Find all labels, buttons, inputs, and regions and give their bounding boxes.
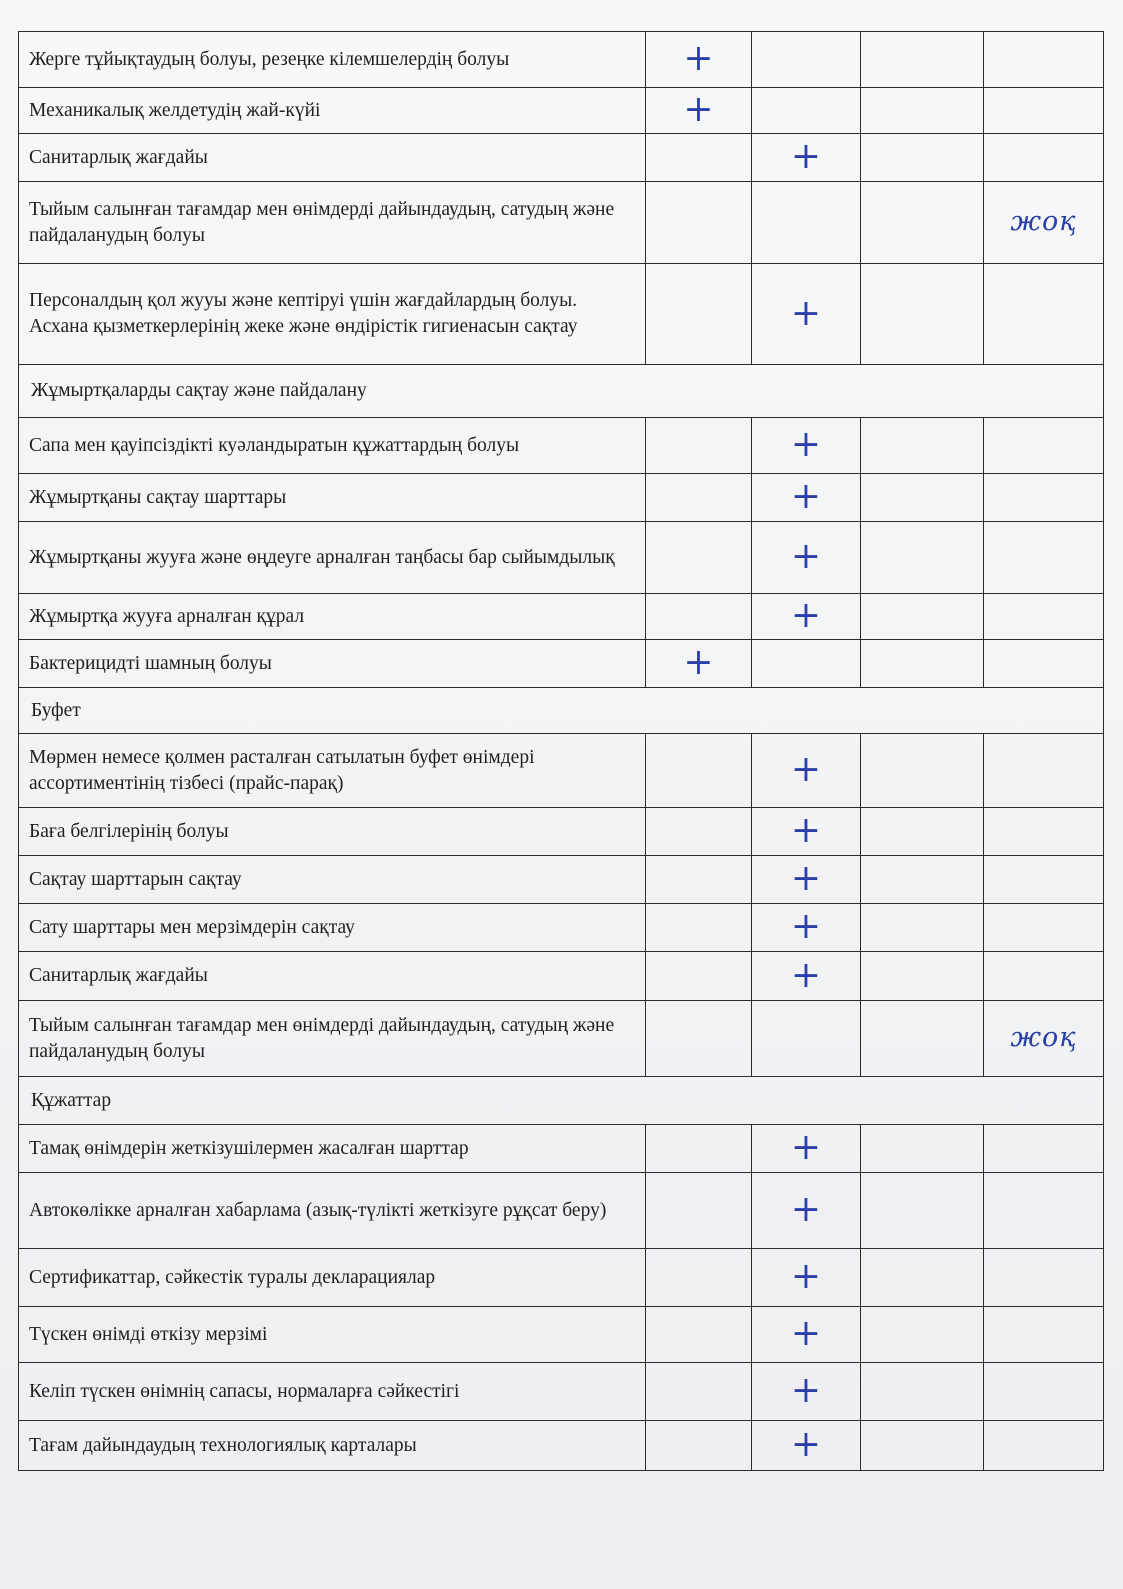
mark-cell-col-3 bbox=[861, 522, 984, 594]
criterion-text: Сапа мен қауіпсіздікті куәландыратын құжаттардың болуы bbox=[19, 418, 646, 474]
mark-cell-col-1 bbox=[646, 1173, 752, 1249]
mark-cell-col-4 bbox=[984, 1249, 1104, 1307]
mark-cell-col-2 bbox=[752, 594, 861, 640]
mark-cell-col-4 bbox=[984, 1307, 1104, 1363]
handwritten-plus-mark: + bbox=[790, 749, 822, 790]
mark-cell-col-2 bbox=[752, 474, 861, 522]
mark-cell-col-1 bbox=[646, 418, 752, 474]
criterion-text: Персоналдың қол жууы және кептіруі үшін жағдайлардың болуы. Асхана қызметкерлерінің жеке және өндірістік гигиенасын сақтау bbox=[19, 264, 646, 365]
checklist-row bbox=[19, 1307, 1104, 1363]
mark-cell-col-1 bbox=[646, 1249, 752, 1307]
handwritten-plus-mark: + bbox=[790, 810, 822, 851]
checklist-row bbox=[19, 418, 1104, 474]
mark-cell-col-4 bbox=[984, 522, 1104, 594]
checklist-row bbox=[19, 808, 1104, 856]
criterion-text: Тамақ өнімдерін жеткізушілермен жасалған шарттар bbox=[19, 1125, 646, 1173]
section-title: Буфет bbox=[19, 688, 1104, 734]
handwritten-plus-mark: + bbox=[683, 38, 714, 79]
mark-cell-col-2 bbox=[752, 1125, 861, 1173]
mark-cell-col-3 bbox=[861, 134, 984, 182]
checklist-row bbox=[19, 1001, 1104, 1077]
mark-cell-col-3 bbox=[861, 952, 984, 1001]
mark-cell-col-3 bbox=[861, 418, 984, 474]
mark-cell-col-3 bbox=[861, 182, 984, 264]
checklist-row bbox=[19, 88, 1104, 134]
mark-cell-col-2 bbox=[752, 264, 861, 365]
mark-cell-col-3 bbox=[861, 1363, 984, 1421]
handwritten-plus-mark: + bbox=[790, 1189, 822, 1230]
mark-cell-col-3 bbox=[861, 1001, 984, 1077]
checklist-row bbox=[19, 1125, 1104, 1173]
section-header-row bbox=[19, 365, 1104, 418]
mark-cell-col-4 bbox=[984, 904, 1104, 952]
mark-cell-col-3 bbox=[861, 640, 984, 688]
mark-cell-col-4 bbox=[984, 1173, 1104, 1249]
handwritten-plus-mark: + bbox=[790, 906, 822, 947]
mark-cell-col-4 bbox=[984, 1125, 1104, 1173]
mark-cell-col-4 bbox=[984, 640, 1104, 688]
checklist-row bbox=[19, 32, 1104, 88]
mark-cell-col-3 bbox=[861, 1307, 984, 1363]
handwritten-plus-mark: + bbox=[790, 292, 822, 334]
checklist-row bbox=[19, 904, 1104, 952]
handwritten-plus-mark: + bbox=[790, 1127, 822, 1168]
handwritten-plus-mark: + bbox=[790, 858, 822, 899]
mark-cell-col-2 bbox=[752, 418, 861, 474]
mark-cell-col-1 bbox=[646, 952, 752, 1001]
criterion-text: Жұмыртқа жууға арналған құрал bbox=[19, 594, 646, 640]
checklist-row bbox=[19, 264, 1104, 365]
mark-cell-col-1 bbox=[646, 1001, 752, 1077]
checklist-row bbox=[19, 594, 1104, 640]
mark-cell-col-1 bbox=[646, 88, 752, 134]
mark-cell-col-3 bbox=[861, 32, 984, 88]
mark-cell-col-4 bbox=[984, 952, 1104, 1001]
criterion-text: Тағам дайындаудың технологиялық карталары bbox=[19, 1421, 646, 1471]
mark-cell-col-4 bbox=[984, 474, 1104, 522]
criterion-text: Сату шарттары мен мерзімдерін сақтау bbox=[19, 904, 646, 952]
criterion-text: Түскен өнімді өткізу мерзімі bbox=[19, 1307, 646, 1363]
mark-cell-col-1 bbox=[646, 522, 752, 594]
checklist-row bbox=[19, 1173, 1104, 1249]
criterion-text: Бактерицидті шамның болуы bbox=[19, 640, 646, 688]
mark-cell-col-2 bbox=[752, 1363, 861, 1421]
section-title: Жұмыртқаларды сақтау және пайдалану bbox=[19, 365, 1104, 418]
criterion-text: Жерге тұйықтаудың болуы, резеңке кілемшелердің болуы bbox=[19, 32, 646, 88]
criterion-text: Келіп түскен өнімнің сапасы, нормаларға сәйкестігі bbox=[19, 1363, 646, 1421]
criterion-text: Санитарлық жағдайы bbox=[19, 952, 646, 1001]
mark-cell-col-4 bbox=[984, 134, 1104, 182]
mark-cell-col-1 bbox=[646, 808, 752, 856]
mark-cell-col-4 bbox=[984, 1363, 1104, 1421]
handwritten-plus-mark: + bbox=[790, 536, 822, 577]
checklist-row bbox=[19, 734, 1104, 808]
mark-cell-col-3 bbox=[861, 1125, 984, 1173]
checklist-row bbox=[19, 134, 1104, 182]
mark-cell-col-1 bbox=[646, 1307, 752, 1363]
handwritten-plus-mark: + bbox=[790, 954, 822, 996]
mark-cell-col-2 bbox=[752, 1307, 861, 1363]
mark-cell-col-3 bbox=[861, 1173, 984, 1249]
handwritten-plus-mark: + bbox=[790, 424, 822, 465]
mark-cell-col-4 bbox=[984, 1421, 1104, 1471]
mark-cell-col-1 bbox=[646, 640, 752, 688]
criterion-text: Мөрмен немесе қолмен расталған сатылатын буфет өнімдері ассортиментінің тізбесі (прайс-парақ) bbox=[19, 734, 646, 808]
mark-cell-col-4 bbox=[984, 182, 1104, 264]
handwritten-plus-mark: + bbox=[790, 1313, 822, 1354]
mark-cell-col-4 bbox=[984, 264, 1104, 365]
checklist-row bbox=[19, 1421, 1104, 1471]
checklist-row bbox=[19, 952, 1104, 1001]
mark-cell-col-4 bbox=[984, 856, 1104, 904]
criterion-text: Сертификаттар, сәйкестік туралы декларациялар bbox=[19, 1249, 646, 1307]
mark-cell-col-1 bbox=[646, 182, 752, 264]
mark-cell-col-2 bbox=[752, 904, 861, 952]
mark-cell-col-3 bbox=[861, 474, 984, 522]
mark-cell-col-1 bbox=[646, 134, 752, 182]
checklist-row bbox=[19, 856, 1104, 904]
handwritten-plus-mark: + bbox=[790, 476, 822, 517]
mark-cell-col-2 bbox=[752, 1421, 861, 1471]
mark-cell-col-2 bbox=[752, 1173, 861, 1249]
mark-cell-col-1 bbox=[646, 32, 752, 88]
criterion-text: Жұмыртқаны сақтау шарттары bbox=[19, 474, 646, 522]
criterion-text: Автокөлікке арналған хабарлама (азық-түлікті жеткізуге рұқсат беру) bbox=[19, 1173, 646, 1249]
mark-cell-col-2 bbox=[752, 808, 861, 856]
mark-cell-col-2 bbox=[752, 32, 861, 88]
mark-cell-col-1 bbox=[646, 904, 752, 952]
mark-cell-col-2 bbox=[752, 640, 861, 688]
criterion-text: Жұмыртқаны жууға және өңдеуге арналған таңбасы бар сыйымдылық bbox=[19, 522, 646, 594]
mark-cell-col-3 bbox=[861, 856, 984, 904]
mark-cell-col-1 bbox=[646, 594, 752, 640]
handwritten-plus-mark: + bbox=[790, 136, 822, 177]
mark-cell-col-2 bbox=[752, 1249, 861, 1307]
section-header-row bbox=[19, 688, 1104, 734]
mark-cell-col-4 bbox=[984, 32, 1104, 88]
handwritten-note: жоқ bbox=[1010, 1021, 1077, 1053]
handwritten-note: жоқ bbox=[1010, 205, 1077, 237]
mark-cell-col-1 bbox=[646, 1421, 752, 1471]
checklist-row bbox=[19, 1363, 1104, 1421]
handwritten-plus-mark: + bbox=[683, 89, 714, 130]
mark-cell-col-3 bbox=[861, 904, 984, 952]
mark-cell-col-3 bbox=[861, 264, 984, 365]
mark-cell-col-4 bbox=[984, 734, 1104, 808]
mark-cell-col-1 bbox=[646, 734, 752, 808]
inspection-checklist-table bbox=[18, 31, 1104, 1471]
mark-cell-col-3 bbox=[861, 734, 984, 808]
mark-cell-col-4 bbox=[984, 1001, 1104, 1077]
checklist-row bbox=[19, 640, 1104, 688]
mark-cell-col-3 bbox=[861, 808, 984, 856]
section-header-row bbox=[19, 1077, 1104, 1125]
mark-cell-col-2 bbox=[752, 134, 861, 182]
checklist-row bbox=[19, 474, 1104, 522]
mark-cell-col-3 bbox=[861, 88, 984, 134]
mark-cell-col-1 bbox=[646, 264, 752, 365]
handwritten-plus-mark: + bbox=[790, 1256, 822, 1297]
checklist-row bbox=[19, 1249, 1104, 1307]
mark-cell-col-1 bbox=[646, 1125, 752, 1173]
mark-cell-col-4 bbox=[984, 594, 1104, 640]
mark-cell-col-2 bbox=[752, 522, 861, 594]
checklist-row bbox=[19, 182, 1104, 264]
handwritten-plus-mark: + bbox=[790, 1424, 822, 1465]
mark-cell-col-2 bbox=[752, 88, 861, 134]
mark-cell-col-1 bbox=[646, 474, 752, 522]
handwritten-plus-mark: + bbox=[790, 1370, 822, 1411]
section-title: Құжаттар bbox=[19, 1077, 1104, 1125]
criterion-text: Тыйым салынған тағамдар мен өнімдерді дайындаудың, сатудың және пайдаланудың болуы bbox=[19, 1001, 646, 1077]
mark-cell-col-1 bbox=[646, 1363, 752, 1421]
mark-cell-col-3 bbox=[861, 1249, 984, 1307]
mark-cell-col-3 bbox=[861, 594, 984, 640]
mark-cell-col-4 bbox=[984, 418, 1104, 474]
criterion-text: Санитарлық жағдайы bbox=[19, 134, 646, 182]
mark-cell-col-2 bbox=[752, 734, 861, 808]
checklist-row bbox=[19, 522, 1104, 594]
mark-cell-col-2 bbox=[752, 182, 861, 264]
mark-cell-col-2 bbox=[752, 952, 861, 1001]
criterion-text: Сақтау шарттарын сақтау bbox=[19, 856, 646, 904]
mark-cell-col-2 bbox=[752, 856, 861, 904]
mark-cell-col-1 bbox=[646, 856, 752, 904]
criterion-text: Баға белгілерінің болуы bbox=[19, 808, 646, 856]
handwritten-plus-mark: + bbox=[790, 595, 822, 636]
mark-cell-col-2 bbox=[752, 1001, 861, 1077]
mark-cell-col-3 bbox=[861, 1421, 984, 1471]
criterion-text: Механикалық желдетудің жай-күйі bbox=[19, 88, 646, 134]
mark-cell-col-4 bbox=[984, 88, 1104, 134]
criterion-text: Тыйым салынған тағамдар мен өнімдерді дайындаудың, сатудың және пайдаланудың болуы bbox=[19, 182, 646, 264]
handwritten-plus-mark: + bbox=[683, 642, 714, 683]
mark-cell-col-4 bbox=[984, 808, 1104, 856]
